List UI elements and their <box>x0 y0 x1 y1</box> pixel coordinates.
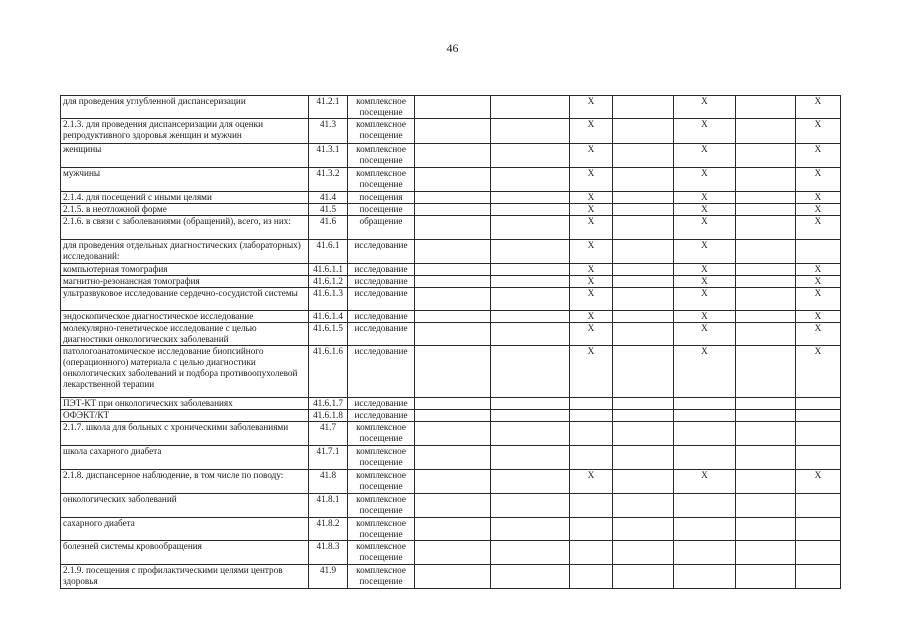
row-value-cell <box>796 240 841 264</box>
row-value-cell <box>415 494 491 518</box>
row-value-cell <box>491 311 570 323</box>
row-value-cell: X <box>570 323 613 346</box>
row-value-cell <box>415 470 491 494</box>
row-value-cell: X <box>796 276 841 288</box>
row-unit-cell: комплексное посещение <box>348 422 415 446</box>
row-value-cell <box>736 96 796 119</box>
row-value-cell <box>613 410 674 422</box>
row-value-cell <box>613 168 674 192</box>
row-name-cell: магнитно-резонансная томография <box>61 276 309 288</box>
row-value-cell <box>736 192 796 204</box>
row-value-cell: X <box>570 216 613 240</box>
row-name-cell: болезней системы кровообращения <box>61 541 309 565</box>
row-value-cell <box>613 494 674 518</box>
row-unit-cell: исследование <box>348 346 415 398</box>
row-value-cell <box>674 446 736 470</box>
row-value-cell <box>736 264 796 276</box>
row-unit-cell: комплексное посещение <box>348 518 415 541</box>
row-value-cell <box>736 541 796 565</box>
row-value-cell: X <box>796 96 841 119</box>
row-name-cell: эндоскопическое диагностическое исследование <box>61 311 309 323</box>
row-value-cell <box>613 204 674 216</box>
row-value-cell: X <box>796 216 841 240</box>
row-value-cell <box>674 518 736 541</box>
row-value-cell <box>415 346 491 398</box>
row-value-cell <box>415 446 491 470</box>
row-code-cell: 41.8.1 <box>309 494 348 518</box>
row-code-cell: 41.7 <box>309 422 348 446</box>
row-value-cell <box>415 288 491 311</box>
row-name-cell: ОФЭКТ/КТ <box>61 410 309 422</box>
row-value-cell <box>491 240 570 264</box>
row-value-cell <box>736 240 796 264</box>
row-value-cell <box>415 119 491 144</box>
row-unit-cell: комплексное посещение <box>348 494 415 518</box>
row-unit-cell: исследование <box>348 398 415 410</box>
row-value-cell <box>491 96 570 119</box>
row-unit-cell: посещение <box>348 204 415 216</box>
row-value-cell <box>613 398 674 410</box>
row-value-cell <box>491 168 570 192</box>
row-value-cell: X <box>674 96 736 119</box>
row-code-cell: 41.5 <box>309 204 348 216</box>
row-value-cell <box>613 192 674 204</box>
row-value-cell: X <box>674 204 736 216</box>
row-value-cell <box>491 494 570 518</box>
row-value-cell <box>736 323 796 346</box>
row-value-cell: X <box>674 192 736 204</box>
row-code-cell: 41.8.2 <box>309 518 348 541</box>
row-value-cell <box>613 264 674 276</box>
row-name-cell: 2.1.4. для посещений с иными целями <box>61 192 309 204</box>
row-value-cell: X <box>796 470 841 494</box>
table-row <box>61 240 841 264</box>
row-value-cell <box>491 204 570 216</box>
row-name-cell: школа сахарного диабета <box>61 446 309 470</box>
table-body <box>61 96 841 589</box>
row-value-cell <box>415 96 491 119</box>
row-code-cell: 41.6.1.6 <box>309 346 348 398</box>
row-value-cell: X <box>674 470 736 494</box>
table-row <box>61 470 841 494</box>
row-name-cell: сахарного диабета <box>61 518 309 541</box>
row-value-cell <box>570 518 613 541</box>
row-unit-cell: исследование <box>348 410 415 422</box>
row-unit-cell: исследование <box>348 288 415 311</box>
row-code-cell: 41.3.2 <box>309 168 348 192</box>
row-unit-cell: комплексное посещение <box>348 541 415 565</box>
row-name-cell: для проведения углубленной диспансеризации <box>61 96 309 119</box>
row-value-cell <box>613 565 674 589</box>
row-unit-cell: комплексное посещение <box>348 446 415 470</box>
row-code-cell: 41.6 <box>309 216 348 240</box>
table-row <box>61 192 841 204</box>
row-value-cell <box>736 410 796 422</box>
row-name-cell: ПЭТ-КТ при онкологических заболеваниях <box>61 398 309 410</box>
row-unit-cell: исследование <box>348 276 415 288</box>
row-value-cell: X <box>674 240 736 264</box>
row-name-cell: молекулярно-генетическое исследование с целью диагностики онкологических заболеваний <box>61 323 309 346</box>
row-name-cell: онкологических заболеваний <box>61 494 309 518</box>
row-value-cell <box>491 410 570 422</box>
table-row <box>61 168 841 192</box>
row-value-cell <box>415 168 491 192</box>
row-value-cell <box>613 446 674 470</box>
row-value-cell <box>415 410 491 422</box>
row-name-cell: ультразвуковое исследование сердечно-сосудистой системы <box>61 288 309 311</box>
row-value-cell <box>613 288 674 311</box>
row-value-cell: X <box>570 119 613 144</box>
row-code-cell: 41.9 <box>309 565 348 589</box>
row-value-cell <box>491 541 570 565</box>
row-value-cell: X <box>570 470 613 494</box>
row-value-cell: X <box>674 264 736 276</box>
row-value-cell: X <box>570 311 613 323</box>
row-value-cell <box>415 204 491 216</box>
row-value-cell <box>491 346 570 398</box>
row-value-cell: X <box>570 96 613 119</box>
row-value-cell <box>570 494 613 518</box>
row-name-cell: компьютерная томография <box>61 264 309 276</box>
row-value-cell <box>674 541 736 565</box>
row-value-cell <box>491 288 570 311</box>
row-name-cell: женщины <box>61 144 309 168</box>
row-name-cell: 2.1.3. для проведения диспансеризации для оценки репродуктивного здоровья женщин и мужчин <box>61 119 309 144</box>
row-value-cell <box>674 494 736 518</box>
table-row <box>61 276 841 288</box>
row-value-cell <box>491 470 570 494</box>
row-unit-cell: исследование <box>348 240 415 264</box>
row-value-cell: X <box>796 346 841 398</box>
row-unit-cell: посещения <box>348 192 415 204</box>
row-code-cell: 41.3.1 <box>309 144 348 168</box>
row-value-cell: X <box>674 276 736 288</box>
table-row <box>61 410 841 422</box>
table-row <box>61 541 841 565</box>
row-value-cell <box>796 398 841 410</box>
row-value-cell <box>570 541 613 565</box>
row-code-cell: 41.8.3 <box>309 541 348 565</box>
row-value-cell: X <box>674 119 736 144</box>
row-value-cell <box>415 323 491 346</box>
row-unit-cell: исследование <box>348 311 415 323</box>
row-value-cell <box>736 346 796 398</box>
row-value-cell <box>796 446 841 470</box>
row-value-cell <box>491 276 570 288</box>
table-row <box>61 346 841 398</box>
row-unit-cell: исследование <box>348 323 415 346</box>
row-value-cell <box>570 410 613 422</box>
row-code-cell: 41.6.1.4 <box>309 311 348 323</box>
row-value-cell <box>491 422 570 446</box>
row-value-cell <box>736 565 796 589</box>
row-name-cell: мужчины <box>61 168 309 192</box>
row-value-cell <box>415 264 491 276</box>
row-value-cell: X <box>570 204 613 216</box>
row-value-cell <box>415 398 491 410</box>
row-value-cell <box>491 119 570 144</box>
row-value-cell <box>570 422 613 446</box>
row-unit-cell: комплексное посещение <box>348 565 415 589</box>
table-row <box>61 446 841 470</box>
row-value-cell: X <box>674 323 736 346</box>
row-name-cell: патологоанатомическое исследование биопсийного (операционного) материала с целью диагностики онкологических заболеваний и подбора противоопухолевой лекарственной терапии <box>61 346 309 398</box>
row-value-cell <box>415 240 491 264</box>
row-value-cell <box>613 311 674 323</box>
row-value-cell <box>613 518 674 541</box>
row-value-cell <box>415 144 491 168</box>
row-value-cell <box>736 276 796 288</box>
row-unit-cell: комплексное посещение <box>348 470 415 494</box>
row-value-cell <box>613 323 674 346</box>
row-value-cell <box>415 541 491 565</box>
row-value-cell: X <box>796 119 841 144</box>
row-value-cell <box>613 144 674 168</box>
row-value-cell <box>674 398 736 410</box>
row-value-cell <box>796 565 841 589</box>
row-value-cell: X <box>570 144 613 168</box>
row-value-cell <box>570 446 613 470</box>
row-value-cell: X <box>674 346 736 398</box>
row-value-cell <box>736 119 796 144</box>
row-value-cell: X <box>570 346 613 398</box>
row-value-cell <box>796 494 841 518</box>
row-value-cell <box>796 410 841 422</box>
row-value-cell: X <box>570 168 613 192</box>
row-value-cell <box>796 422 841 446</box>
row-value-cell <box>491 216 570 240</box>
row-value-cell <box>491 264 570 276</box>
page-number: 46 <box>446 41 459 55</box>
table-row <box>61 204 841 216</box>
table-row <box>61 565 841 589</box>
row-value-cell <box>613 541 674 565</box>
row-value-cell <box>736 168 796 192</box>
row-value-cell <box>491 565 570 589</box>
row-unit-cell: комплексное посещение <box>348 96 415 119</box>
row-code-cell: 41.8 <box>309 470 348 494</box>
row-value-cell: X <box>796 311 841 323</box>
row-value-cell: X <box>674 216 736 240</box>
table-row <box>61 494 841 518</box>
row-value-cell: X <box>796 168 841 192</box>
row-code-cell: 41.6.1.8 <box>309 410 348 422</box>
row-value-cell <box>415 192 491 204</box>
row-code-cell: 41.3 <box>309 119 348 144</box>
row-value-cell <box>736 398 796 410</box>
row-value-cell <box>491 446 570 470</box>
row-value-cell: X <box>570 276 613 288</box>
row-value-cell: X <box>674 288 736 311</box>
row-name-cell: для проведения отдельных диагностических (лабораторных) исследований: <box>61 240 309 264</box>
row-value-cell <box>613 276 674 288</box>
row-code-cell: 41.7.1 <box>309 446 348 470</box>
table-row <box>61 422 841 446</box>
row-value-cell: X <box>796 192 841 204</box>
table-row <box>61 311 841 323</box>
row-value-cell <box>796 518 841 541</box>
table-row <box>61 323 841 346</box>
row-value-cell <box>736 288 796 311</box>
row-value-cell <box>674 410 736 422</box>
row-value-cell <box>613 240 674 264</box>
row-code-cell: 41.6.1 <box>309 240 348 264</box>
row-value-cell <box>796 541 841 565</box>
row-value-cell <box>491 323 570 346</box>
row-value-cell: X <box>674 144 736 168</box>
row-value-cell: X <box>796 144 841 168</box>
row-value-cell <box>491 518 570 541</box>
row-code-cell: 41.4 <box>309 192 348 204</box>
row-value-cell <box>613 346 674 398</box>
row-value-cell: X <box>674 311 736 323</box>
row-value-cell <box>736 494 796 518</box>
row-value-cell <box>613 470 674 494</box>
table-row <box>61 264 841 276</box>
row-value-cell <box>674 565 736 589</box>
row-value-cell: X <box>796 264 841 276</box>
row-value-cell <box>736 216 796 240</box>
row-value-cell: X <box>570 192 613 204</box>
row-code-cell: 41.6.1.1 <box>309 264 348 276</box>
row-value-cell <box>736 518 796 541</box>
row-value-cell: X <box>674 168 736 192</box>
row-value-cell <box>570 565 613 589</box>
table-row <box>61 96 841 119</box>
row-value-cell <box>736 470 796 494</box>
table-row <box>61 119 841 144</box>
row-code-cell: 41.6.1.3 <box>309 288 348 311</box>
row-value-cell <box>613 96 674 119</box>
row-name-cell: 2.1.5. в неотложной форме <box>61 204 309 216</box>
row-value-cell <box>736 446 796 470</box>
row-name-cell: 2.1.7. школа для больных с хроническими заболеваниями <box>61 422 309 446</box>
row-value-cell <box>613 119 674 144</box>
row-value-cell <box>415 565 491 589</box>
data-table <box>60 95 841 589</box>
row-value-cell <box>415 311 491 323</box>
row-value-cell <box>415 422 491 446</box>
row-code-cell: 41.6.1.5 <box>309 323 348 346</box>
table-row <box>61 144 841 168</box>
row-value-cell: X <box>570 264 613 276</box>
row-value-cell: X <box>570 288 613 311</box>
row-value-cell <box>415 276 491 288</box>
row-value-cell <box>736 311 796 323</box>
row-value-cell <box>736 204 796 216</box>
row-name-cell: 2.1.9. посещения с профилактическими целями центров здоровья <box>61 565 309 589</box>
row-value-cell: X <box>796 323 841 346</box>
table-row <box>61 398 841 410</box>
row-name-cell: 2.1.8. диспансерное наблюдение, в том числе по поводу: <box>61 470 309 494</box>
row-unit-cell: комплексное посещение <box>348 168 415 192</box>
row-value-cell: X <box>796 204 841 216</box>
row-value-cell <box>491 192 570 204</box>
row-code-cell: 41.6.1.2 <box>309 276 348 288</box>
row-value-cell: X <box>796 288 841 311</box>
row-name-cell: 2.1.6. в связи с заболеваниями (обращений), всего, из них: <box>61 216 309 240</box>
row-value-cell <box>613 422 674 446</box>
row-value-cell <box>415 216 491 240</box>
table-row <box>61 518 841 541</box>
row-unit-cell: обращение <box>348 216 415 240</box>
row-code-cell: 41.2.1 <box>309 96 348 119</box>
row-value-cell <box>674 422 736 446</box>
table-row <box>61 216 841 240</box>
row-value-cell: X <box>570 240 613 264</box>
row-value-cell <box>736 422 796 446</box>
row-value-cell <box>491 398 570 410</box>
table-row <box>61 288 841 311</box>
row-value-cell <box>491 144 570 168</box>
row-unit-cell: комплексное посещение <box>348 119 415 144</box>
row-value-cell <box>736 144 796 168</box>
row-code-cell: 41.6.1.7 <box>309 398 348 410</box>
row-value-cell <box>613 216 674 240</box>
row-unit-cell: исследование <box>348 264 415 276</box>
row-value-cell <box>570 398 613 410</box>
row-unit-cell: комплексное посещение <box>348 144 415 168</box>
row-value-cell <box>415 518 491 541</box>
